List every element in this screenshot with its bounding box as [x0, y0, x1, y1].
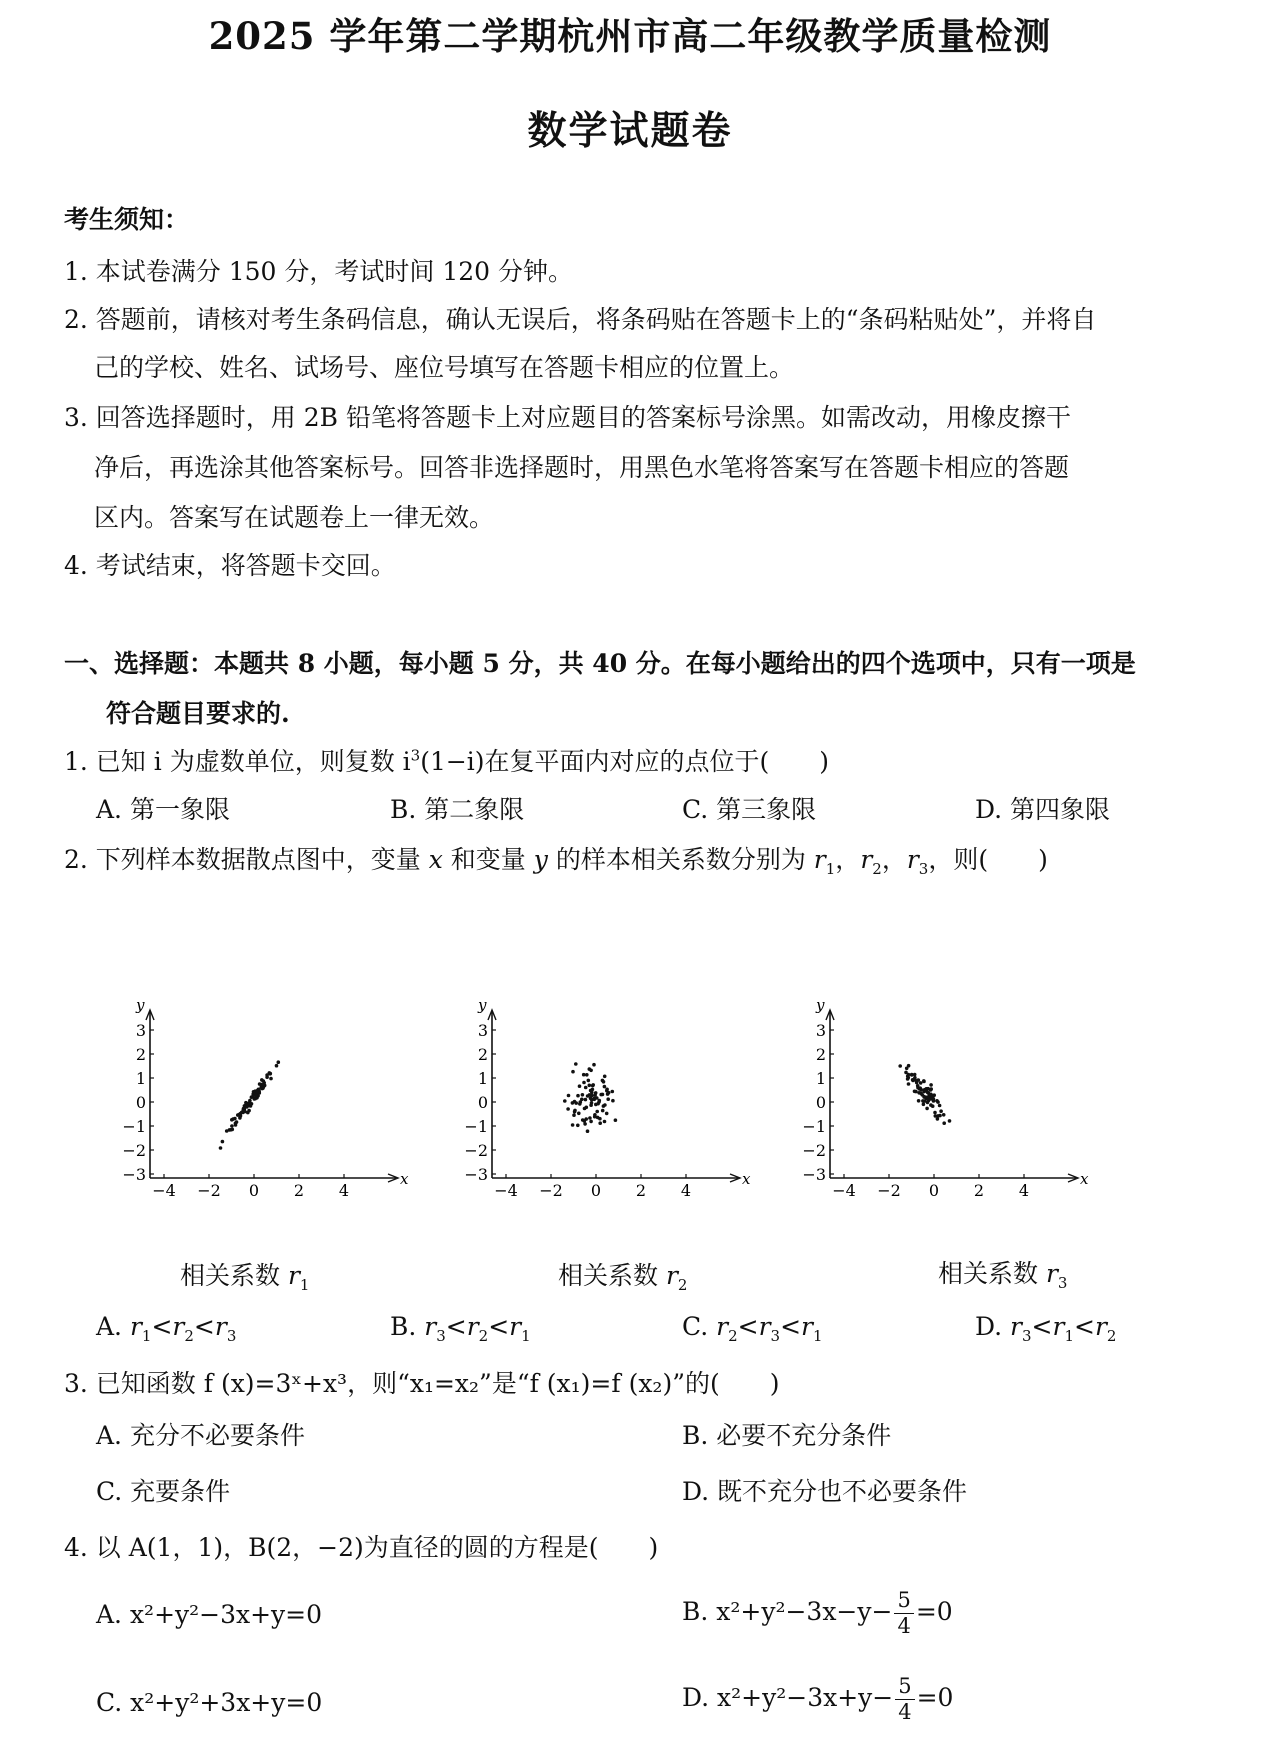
scatter-point: [573, 1109, 577, 1113]
q1-stem-sup: 3: [410, 746, 421, 765]
scatter-point: [936, 1117, 940, 1121]
x-tick-label: 2: [973, 1181, 985, 1200]
x-axis-label: x: [400, 1170, 409, 1188]
scatter-point: [936, 1100, 940, 1104]
q2-d-r2: r: [1052, 1312, 1065, 1341]
x-axis-label: x: [1080, 1170, 1089, 1188]
q2-r-1: r: [813, 845, 826, 874]
y-tick-label: 3: [135, 1021, 146, 1040]
x-tick-label: −2: [877, 1181, 901, 1200]
q3-option-d: D. 既不充分也不必要条件: [682, 1477, 968, 1506]
scatter-point: [225, 1129, 229, 1133]
scatter-point: [591, 1084, 595, 1088]
scatter-point: [581, 1093, 585, 1097]
scatter-point: [910, 1073, 914, 1077]
q2-c-r1: r: [716, 1312, 729, 1341]
scatter-point: [581, 1118, 585, 1122]
q2-option-d: [975, 1312, 1116, 1345]
scatter-point: [269, 1077, 273, 1081]
x-tick-label: −4: [832, 1181, 856, 1200]
scatter-point: [572, 1113, 576, 1117]
scatter-plot-1-svg: [122, 996, 418, 1210]
scatter-point: [601, 1109, 605, 1113]
scatter-point: [595, 1110, 599, 1114]
q2-c-s3: 1: [813, 1327, 823, 1345]
scatter-point: [934, 1114, 938, 1118]
scatter-point: [582, 1073, 586, 1077]
scatter-point: [235, 1120, 239, 1124]
caption-1-sub: 1: [299, 1276, 310, 1294]
scatter-point: [277, 1060, 281, 1064]
notice-line-4: 4. 考试结束，将答题卡交回。: [64, 551, 396, 580]
scatter-point: [898, 1064, 902, 1068]
q2-r-sub-2: 2: [872, 860, 882, 878]
q1-stem-b: (1−i)在复平面内对应的点位于( ): [420, 747, 830, 776]
exam-title: 2025 学年第二学期杭州市高二年级教学质量检测: [208, 14, 1052, 58]
scatter-point: [244, 1101, 248, 1105]
q4-option-b: [682, 1590, 953, 1637]
q2-option-b: [390, 1312, 531, 1345]
scatter-point: [939, 1109, 943, 1113]
q2-b-s3: 1: [521, 1327, 531, 1345]
scatter-point: [246, 1111, 250, 1115]
notice-line-1: 1. 本试卷满分 150 分，考试时间 120 分钟。: [64, 257, 574, 286]
scatter-point: [231, 1117, 235, 1121]
scatter-point: [578, 1084, 582, 1088]
scatter-point: [585, 1073, 589, 1077]
q2-b-r2: r: [466, 1312, 479, 1341]
y-axis-label: y: [136, 996, 145, 1014]
scatter-point: [231, 1128, 235, 1132]
q2-comma-2: ，: [881, 845, 907, 874]
y-tick-label: −2: [802, 1141, 826, 1160]
section-heading-cont: 符合题目要求的.: [106, 699, 290, 728]
notice-line-2-cont: 己的学校、姓名、试场号、座位号填写在答题卡相应的位置上。: [94, 353, 795, 382]
scatter-point: [599, 1093, 603, 1097]
notice-line-3-cont-a: 净后，再选涂其他答案标号。回答非选择题时，用黑色水笔将答案写在答题卡相应的答题: [94, 453, 1070, 482]
scatter-point: [933, 1111, 937, 1115]
scatter-point: [574, 1062, 578, 1066]
scatter-point: [567, 1094, 571, 1098]
q2-a-lt1: <: [151, 1312, 173, 1341]
caption-1-text: 相关系数: [180, 1261, 288, 1290]
scatter-point: [920, 1093, 924, 1097]
q2-option-a: [96, 1312, 236, 1345]
scatter-point: [929, 1103, 933, 1107]
scatter-point: [598, 1121, 602, 1125]
scatter-point: [578, 1102, 582, 1106]
scatter-point: [248, 1099, 252, 1103]
caption-3-r: r: [1045, 1259, 1058, 1288]
q4-b-pre: B. x²+y²−3x−y−: [682, 1597, 893, 1626]
q2-stem-d: ，则( ): [928, 845, 1048, 874]
scatter-point: [588, 1084, 592, 1088]
q2-d-lt1: <: [1031, 1312, 1053, 1341]
scatter-point: [932, 1093, 936, 1097]
q2-b-lt2: <: [488, 1312, 510, 1341]
scatter-point: [926, 1095, 930, 1099]
exam-subtitle: 数学试题卷: [527, 108, 733, 154]
x-tick-label: −4: [494, 1181, 518, 1200]
scatter-point: [906, 1077, 910, 1081]
scatter-point: [614, 1118, 618, 1122]
q1-option-b: B. 第二象限: [390, 795, 525, 824]
x-tick-label: 0: [248, 1181, 260, 1200]
q2-d-s3: 2: [1106, 1327, 1117, 1345]
y-tick-label: −2: [122, 1141, 146, 1160]
caption-2-sub: 2: [677, 1276, 688, 1294]
x-tick-label: 4: [680, 1181, 692, 1200]
scatter-point: [250, 1102, 254, 1106]
scatter-point: [925, 1107, 929, 1111]
q2-a-r2: r: [172, 1312, 185, 1341]
scatter-plot-3: [802, 996, 1098, 1214]
y-tick-label: −1: [464, 1117, 488, 1136]
q1-option-a: A. 第一象限: [96, 795, 230, 824]
scatter-point: [611, 1090, 615, 1094]
q3-option-c: C. 充要条件: [96, 1477, 231, 1506]
scatter-point: [907, 1082, 911, 1086]
x-tick-label: −2: [197, 1181, 221, 1200]
scatter-point: [913, 1090, 917, 1094]
scatter-plot-2: [464, 996, 760, 1214]
scatter-point: [221, 1140, 225, 1144]
scatter-point: [589, 1089, 593, 1093]
caption-1-r: r: [287, 1261, 300, 1290]
section-heading: 一、选择题：本题共 8 小题，每小题 5 分，共 40 分。在每小题给出的四个选项中，只有一项是: [64, 649, 1136, 678]
scatter-point: [584, 1086, 588, 1090]
q3-option-a: A. 充分不必要条件: [96, 1421, 305, 1450]
scatter-point: [254, 1094, 258, 1098]
x-tick-label: 2: [635, 1181, 647, 1200]
notice-heading: 考生须知：: [64, 205, 190, 234]
notice-line-3-cont-b: 区内。答案写在试题卷上一律无效。: [94, 503, 495, 532]
scatter-point: [563, 1099, 567, 1103]
scatter-point: [598, 1099, 602, 1103]
scatter-point: [611, 1099, 615, 1103]
scatter-point: [584, 1098, 588, 1102]
scatter-caption-1: [180, 1256, 309, 1294]
scatter-point: [603, 1075, 607, 1079]
q2-b-r1: r: [424, 1312, 437, 1341]
q2-c-r2: r: [758, 1312, 771, 1341]
scatter-point: [571, 1070, 575, 1074]
scatter-point: [922, 1080, 926, 1084]
x-tick-label: 4: [338, 1181, 350, 1200]
scatter-point: [919, 1081, 923, 1085]
q2-c-lt1: <: [737, 1312, 759, 1341]
scatter-point: [239, 1112, 243, 1116]
q2-var-y: y: [533, 845, 548, 874]
q2-c-letter: C.: [682, 1312, 717, 1341]
caption-3-text: 相关系数: [938, 1259, 1046, 1288]
y-axis-label: y: [478, 996, 487, 1014]
scatter-point: [929, 1083, 933, 1087]
q2-c-s2: 3: [770, 1327, 781, 1345]
question-3-stem: 3. 已知函数 f (x)=3ˣ+x³，则“x₁=x₂”是“f (x₁)=f (x₂)”的( ): [64, 1369, 780, 1398]
q2-r-3: r: [906, 845, 919, 874]
scatter-point: [589, 1120, 593, 1124]
scatter-plot-2-svg: [464, 996, 760, 1210]
scatter-point: [243, 1104, 247, 1108]
q2-a-r3: r: [214, 1312, 227, 1341]
scatter-point: [230, 1124, 234, 1128]
scatter-point: [948, 1119, 952, 1123]
q2-c-r3: r: [801, 1312, 813, 1341]
scatter-point: [584, 1117, 588, 1121]
scatter-point: [576, 1094, 580, 1098]
scatter-point: [571, 1123, 575, 1127]
scatter-point: [905, 1067, 909, 1071]
scatter-point: [260, 1083, 264, 1087]
y-tick-label: 0: [815, 1093, 826, 1112]
q2-d-r3: r: [1094, 1312, 1107, 1341]
q2-r-sub-3: 3: [918, 860, 929, 878]
scatter-point: [255, 1090, 259, 1094]
y-tick-label: −1: [802, 1117, 826, 1136]
scatter-point: [566, 1107, 570, 1111]
q2-a-s3: 3: [226, 1327, 237, 1345]
q4-d-pre: D. x²+y²−3x+y−: [682, 1683, 894, 1712]
q4-b-tail: =0: [915, 1597, 953, 1626]
scatter-point: [587, 1079, 591, 1083]
y-tick-label: 3: [815, 1021, 826, 1040]
y-tick-label: 2: [477, 1045, 488, 1064]
notice-line-3: 3. 回答选择题时，用 2B 铅笔将答题卡上对应题目的答案标号涂黑。如需改动，用橡皮擦干: [64, 403, 1071, 432]
scatter-plot-1: [122, 996, 418, 1214]
scatter-point: [588, 1116, 592, 1120]
scatter-point: [571, 1101, 575, 1105]
q2-stem-b: 和变量: [442, 845, 534, 874]
caption-3-sub: 3: [1057, 1274, 1068, 1292]
scatter-point: [596, 1102, 600, 1106]
y-tick-label: 1: [135, 1069, 146, 1088]
caption-2-text: 相关系数: [558, 1261, 666, 1290]
x-tick-label: 2: [293, 1181, 305, 1200]
scatter-point: [586, 1094, 590, 1098]
scatter-point: [917, 1099, 921, 1103]
x-tick-label: 4: [1018, 1181, 1030, 1200]
scatter-point: [265, 1075, 269, 1079]
x-tick-label: 0: [590, 1181, 602, 1200]
scatter-point: [583, 1122, 587, 1126]
scatter-point: [593, 1115, 597, 1119]
q2-a-letter: A.: [96, 1312, 130, 1341]
scatter-point: [594, 1091, 598, 1095]
caption-2-r: r: [665, 1261, 678, 1290]
q3-option-b: B. 必要不充分条件: [682, 1421, 892, 1450]
q2-stem-c: 的样本相关系数分别为: [547, 845, 814, 874]
q2-d-lt2: <: [1074, 1312, 1095, 1341]
q2-r-sub-1: 1: [825, 860, 836, 878]
scatter-point: [931, 1097, 935, 1101]
q4-option-c: C. x²+y²+3x+y=0: [96, 1688, 323, 1717]
q2-c-lt2: <: [780, 1312, 802, 1341]
q2-option-c: [682, 1312, 823, 1345]
y-tick-label: 1: [815, 1069, 826, 1088]
q2-a-r1: r: [129, 1312, 142, 1341]
scatter-point: [588, 1067, 592, 1071]
notice-line-2: 2. 答题前，请核对考生条码信息，确认无误后，将条码贴在答题卡上的“条码粘贴处”，并将自: [64, 305, 1097, 334]
y-tick-label: 2: [815, 1045, 826, 1064]
q2-r-2: r: [860, 845, 873, 874]
q2-a-s2: 2: [184, 1327, 194, 1345]
q4-d-tail: =0: [916, 1683, 954, 1712]
y-tick-label: −3: [802, 1165, 826, 1184]
scatter-point: [922, 1103, 926, 1107]
q2-b-r3: r: [509, 1312, 522, 1341]
y-tick-label: 1: [477, 1069, 488, 1088]
scatter-point: [602, 1080, 606, 1084]
scatter-point: [915, 1081, 919, 1085]
scatter-point: [911, 1078, 915, 1082]
question-1-stem: [64, 742, 829, 778]
question-4-stem: 4. 以 A(1，1)，B(2，−2)为直径的圆的方程是( ): [64, 1533, 659, 1562]
y-tick-label: −1: [122, 1117, 146, 1136]
q4-option-a: A. x²+y²−3x+y=0: [96, 1600, 323, 1629]
q1-option-d: D. 第四象限: [975, 795, 1111, 824]
y-tick-label: 0: [477, 1093, 488, 1112]
scatter-point: [253, 1097, 257, 1101]
scatter-point: [261, 1086, 265, 1090]
scatter-point: [576, 1124, 580, 1128]
scatter-point: [586, 1129, 590, 1133]
q4-d-frac-den: 4: [898, 1700, 912, 1724]
scatter-point: [580, 1098, 584, 1102]
x-tick-label: −4: [152, 1181, 176, 1200]
q4-b-frac-num: 5: [894, 1590, 913, 1614]
scatter-point: [592, 1063, 596, 1067]
x-axis-label: x: [742, 1170, 751, 1188]
q2-b-s1: 3: [436, 1327, 446, 1345]
y-tick-label: 2: [135, 1045, 146, 1064]
q4-d-frac-num: 5: [895, 1676, 914, 1700]
q2-b-s2: 2: [478, 1327, 489, 1345]
scatter-point: [605, 1112, 609, 1116]
scatter-point: [929, 1093, 933, 1097]
x-tick-label: 0: [928, 1181, 940, 1200]
q4-option-d: [682, 1676, 953, 1723]
q2-var-x: x: [428, 845, 443, 874]
scatter-point: [269, 1072, 273, 1076]
scatter-point: [585, 1106, 589, 1110]
scatter-point: [942, 1121, 946, 1125]
q2-d-r1: r: [1010, 1312, 1022, 1341]
question-2-stem: [64, 840, 1048, 878]
q2-comma-1: ，: [835, 845, 861, 874]
scatter-point: [918, 1087, 922, 1091]
scatter-caption-2: [558, 1256, 687, 1294]
q1-option-c: C. 第三象限: [682, 795, 817, 824]
y-tick-label: 3: [477, 1021, 488, 1040]
q4-b-frac-den: 4: [897, 1614, 911, 1638]
q2-b-letter: B.: [390, 1312, 425, 1341]
scatter-point: [603, 1120, 607, 1124]
scatter-point: [262, 1079, 266, 1083]
q2-a-s1: 1: [141, 1327, 152, 1345]
q1-stem-a: 1. 已知 i 为虚数单位，则复数 i: [64, 747, 411, 776]
scatter-point: [603, 1103, 607, 1107]
y-tick-label: −3: [122, 1165, 146, 1184]
y-tick-label: −3: [464, 1165, 488, 1184]
scatter-point: [923, 1099, 927, 1103]
scatter-point: [923, 1088, 927, 1092]
q2-d-letter: D.: [975, 1312, 1011, 1341]
y-axis-label: y: [816, 996, 825, 1014]
scatter-point: [219, 1146, 223, 1150]
scatter-point: [603, 1085, 607, 1089]
scatter-point: [904, 1071, 908, 1075]
scatter-point: [589, 1103, 593, 1107]
x-tick-label: −2: [539, 1181, 563, 1200]
q2-d-s2: 1: [1064, 1327, 1074, 1345]
scatter-plot-3-svg: [802, 996, 1098, 1210]
scatter-caption-3: [938, 1254, 1067, 1292]
q2-stem-a: 2. 下列样本数据散点图中，变量: [64, 845, 429, 874]
scatter-point: [942, 1113, 946, 1117]
scatter-point: [275, 1064, 279, 1068]
scatter-point: [607, 1091, 611, 1095]
scatter-point: [589, 1097, 593, 1101]
q2-c-s1: 2: [728, 1327, 738, 1345]
q4-b-fraction: [894, 1590, 913, 1637]
scatter-point: [606, 1097, 610, 1101]
y-tick-label: 0: [135, 1093, 146, 1112]
y-tick-label: −2: [464, 1141, 488, 1160]
scatter-point: [582, 1081, 586, 1085]
q4-d-fraction: [895, 1676, 914, 1723]
scatter-point: [577, 1112, 581, 1116]
q2-b-lt1: <: [445, 1312, 467, 1341]
q2-a-lt2: <: [193, 1312, 215, 1341]
q2-d-s1: 3: [1022, 1327, 1032, 1345]
scatter-point: [938, 1104, 942, 1108]
